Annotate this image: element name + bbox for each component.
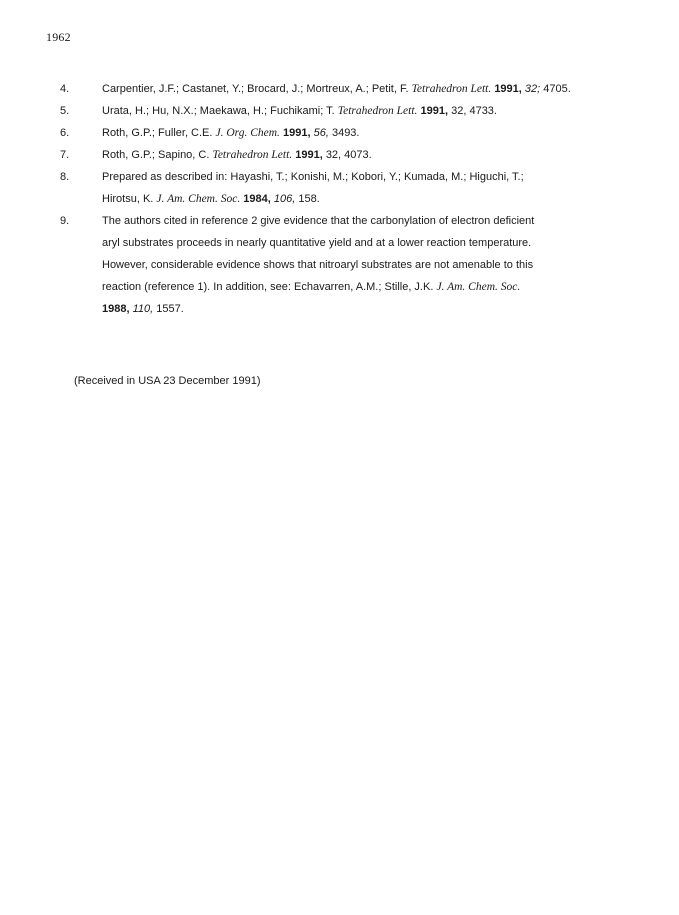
reference-authors: Hirotsu, K. — [102, 193, 154, 205]
reference-authors: Roth, G.P.; Sapino, C. — [102, 149, 210, 161]
page-number: 1962 — [46, 30, 71, 44]
reference-year: 1984, — [243, 193, 271, 205]
reference-number: 7. — [60, 149, 70, 161]
reference-text-line: aryl substrates proceeds in nearly quantitative yield and at a lower reaction temperature. — [102, 237, 532, 249]
reference-year: 1991, — [283, 127, 311, 139]
reference-year: 1991, — [420, 105, 449, 117]
reference-authors: Urata, H.; Hu, N.X.; Maekawa, H.; Fuchikami; T. — [102, 105, 335, 117]
reference-item — [60, 144, 650, 166]
reference-text-line: reaction (reference 1). In addition, see: Echavarren, A.M.; Stille, J.K. — [102, 281, 434, 293]
received-note: (Received in USA 23 December 1991) — [74, 375, 261, 387]
reference-number: 8. — [60, 171, 70, 183]
reference-item — [60, 210, 650, 320]
reference-number: 4. — [60, 83, 70, 95]
reference-volume: 32; — [524, 83, 541, 95]
reference-journal: J. Org. Chem. — [215, 127, 280, 139]
reference-list — [60, 78, 650, 320]
reference-journal: Tetrahedron Lett. — [337, 105, 418, 117]
reference-authors: Carpentier, J.F.; Castanet, Y.; Brocard, J.; Mortreux, A.; Petit, F. — [102, 83, 409, 95]
reference-number: 6. — [60, 127, 70, 139]
reference-journal: Tetrahedron Lett. — [411, 83, 492, 95]
reference-journal: Tetrahedron Lett. — [212, 149, 293, 161]
reference-year: 1991, — [494, 83, 522, 95]
reference-journal: J. Am. Chem. Soc. — [436, 281, 521, 293]
reference-volume: 106, — [273, 193, 296, 205]
reference-pages: 158. — [298, 193, 320, 205]
reference-volume: 110, — [132, 303, 154, 315]
reference-volume: 56, — [313, 127, 329, 139]
reference-text-line: However, considerable evidence shows that nitroaryl substrates are not amenable to this — [102, 259, 534, 271]
reference-pages: 4073. — [344, 149, 372, 161]
reference-number: 9. — [60, 215, 70, 227]
reference-text-line: Prepared as described in: Hayashi, T.; Konishi, M.; Kobori, Y.; Kumada, M.; Higuchi, T.; — [102, 171, 524, 183]
reference-volume: 32, — [451, 105, 467, 117]
reference-number: 5. — [60, 105, 70, 117]
reference-year: 1991, — [295, 149, 323, 161]
reference-journal: J. Am. Chem. Soc. — [156, 193, 241, 205]
reference-pages: 3493. — [331, 127, 360, 139]
reference-item — [60, 100, 650, 122]
reference-pages: 4705. — [543, 83, 571, 95]
reference-item — [60, 122, 650, 144]
reference-year: 1988, — [102, 303, 130, 315]
reference-item — [60, 78, 650, 100]
reference-item — [60, 166, 650, 210]
reference-pages: 4733. — [469, 105, 497, 117]
reference-pages: 1557. — [156, 303, 184, 315]
reference-authors: Roth, G.P.; Fuller, C.E. — [102, 127, 213, 139]
reference-text-line: The authors cited in reference 2 give evidence that the carbonylation of electron deficient — [102, 215, 535, 227]
reference-volume: 32, — [325, 149, 342, 161]
